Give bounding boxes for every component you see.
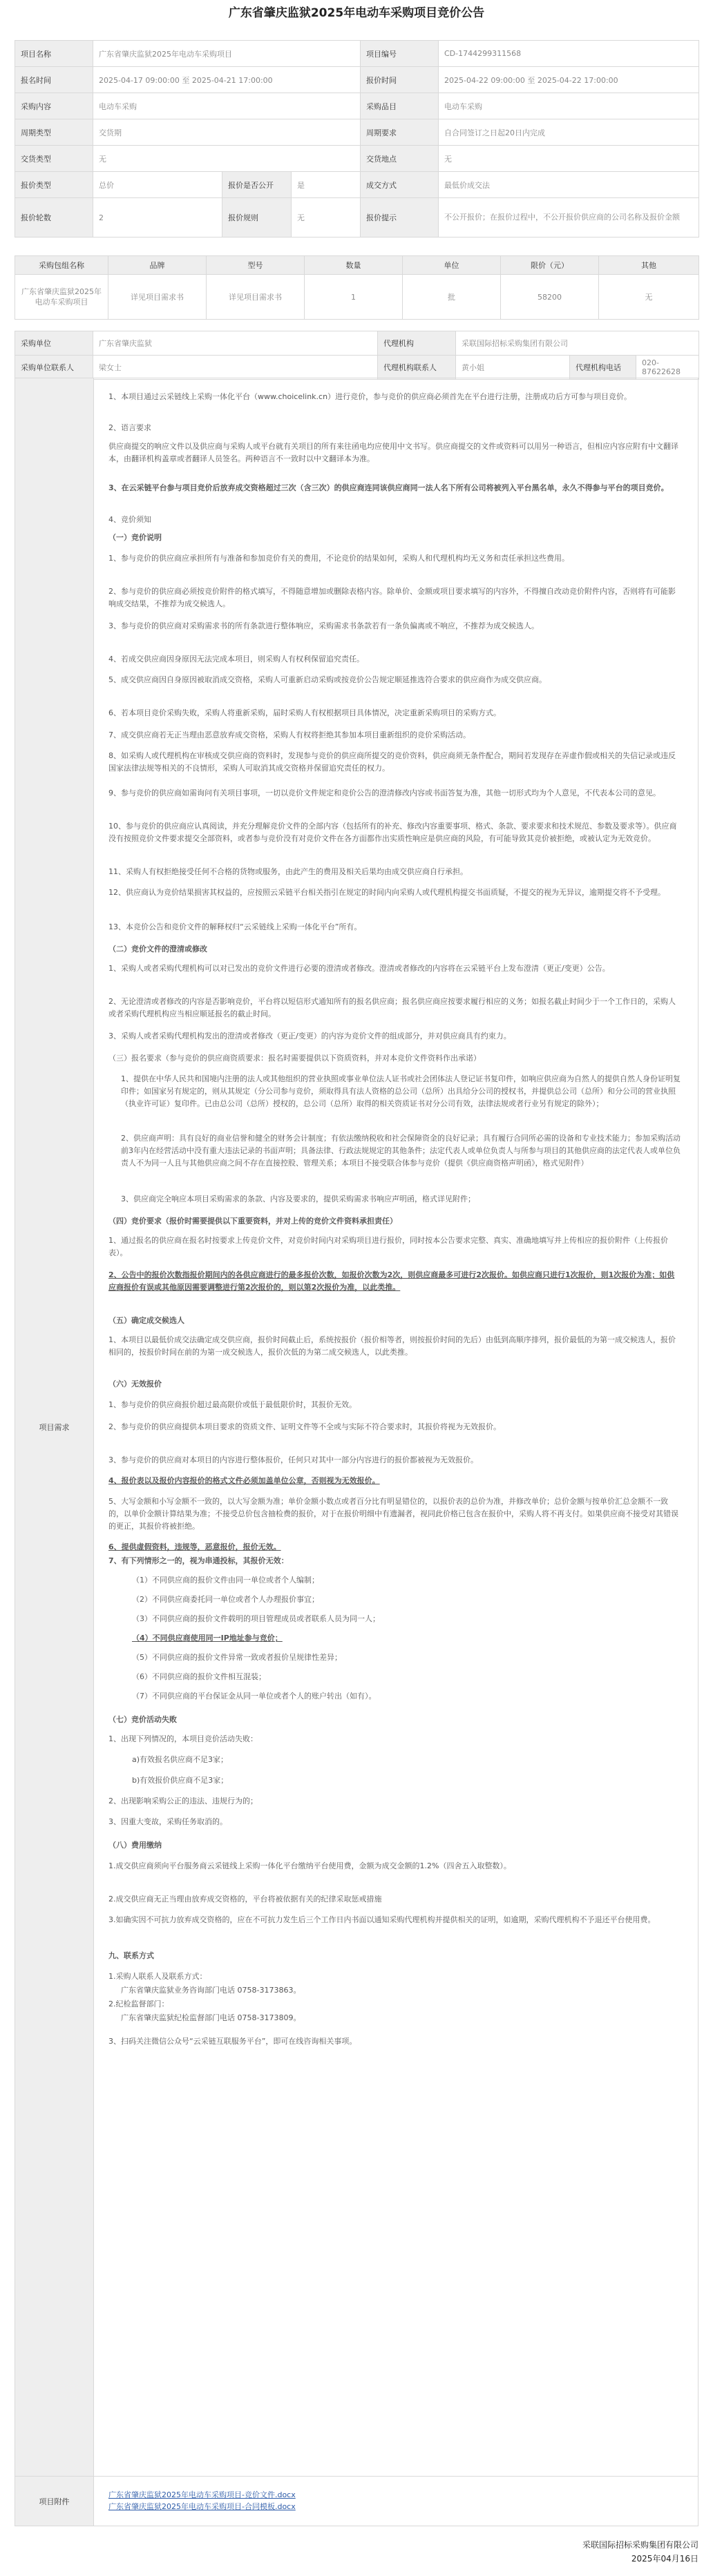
buyer-label: 采购单位 bbox=[15, 331, 93, 356]
items-header-cell: 品牌 bbox=[108, 256, 207, 275]
list-item: （6）不同供应商的报价文件相互混装； bbox=[132, 1672, 266, 1681]
round-bid: 无 bbox=[292, 198, 361, 238]
attachments-label: 项目附件 bbox=[15, 2477, 94, 2526]
buyer-contact-label: 采购单位联系人 bbox=[15, 356, 93, 380]
req-paragraph: 2、参与竞价的供应商必须按竞价附件的格式填写，不得随意增加或删除表格内容。除单价、金额或项目要求填写的内容外，不得擅自改动竞价附件内容，否则将有可能影响成交结果，不推荐为成交候选人。 bbox=[108, 587, 676, 608]
attachment-link-bid-doc[interactable]: 广东省肇庆监狱2025年电动车采购项目-竞价文件.docx bbox=[108, 2490, 296, 2499]
delivery: 无 bbox=[93, 146, 361, 172]
req-paragraph: 3、参与竞价的供应商对采购需求书的所有条款进行整体响应，采购需求书条款若有一条负偏离或不响应，不推荐为成交候选人。 bbox=[108, 621, 539, 630]
bid-time: 2025-04-22 09:00:00 至 2025-04-22 17:00:00 bbox=[439, 67, 699, 93]
req-paragraph: 1.成交供应商须向平台服务商云采链线上采购一体化平台缴纳平台使用费，金额为成交金额的1.2%（四舍五入取整数）。 bbox=[108, 1861, 511, 1870]
footer bbox=[582, 2538, 698, 2566]
list-item: （1）不同供应商的报价文件由同一单位或者个人编制； bbox=[132, 1576, 319, 1585]
req-paragraph: 2、无论澄清或者修改的内容是否影响竞价，平台将以短信形式通知所有的报名供应商；报名供应商应按要求履行相应的义务；如报名截止时间少于一个工作日的，采购人或者采购代理机构应当相应顺延报名的截止时间。 bbox=[108, 997, 676, 1018]
period-label: 周期要求 bbox=[361, 119, 439, 146]
req-paragraph: 2、出现影响采购公正的违法、违规行为的； bbox=[108, 1797, 258, 1805]
req-paragraph: 3、在云采链平台参与项目竞价后放弃成交资格超过三次（含三次）的供应商连同该供应商同一法人名下所有公司将被列入平台黑名单，永久不得参与平台的项目竞价。 bbox=[108, 483, 669, 492]
tip: 不公开报价；在报价过程中，不公开报价供应商的公司名称及报价金额 bbox=[439, 198, 699, 238]
req-paragraph: 1、本项目通过云采链线上采购一体化平台（www.choicelink.cn）进行竞价，参与竞价的供应商必须首先在平台进行注册，注册成功后方可参与项目竞价。 bbox=[108, 392, 632, 401]
section-heading: （一）竞价说明 bbox=[108, 533, 162, 542]
req-paragraph: 6、若本项目竞价采购失败，采购人将重新采购，届时采购人有权根据项目具体情况，决定重新采购项目的采购方式。 bbox=[108, 708, 501, 717]
deal-label: 成交方式 bbox=[361, 172, 439, 198]
req-paragraph: 11、采购人有权拒绝接受任何不合格的货物或服务，由此产生的费用及相关后果均由成交供应商自行承担。 bbox=[108, 867, 468, 876]
project-no-label: 项目编号 bbox=[361, 41, 439, 67]
signup-time-label: 报名时间 bbox=[15, 67, 93, 93]
bid-type: 总价 bbox=[93, 172, 222, 198]
req-paragraph: 2、公告中的报价次数指报价期间内的各供应商进行的最多报价次数，如报价次数为2次，则供应商最多可进行2次报价。如供应商只进行1次报价，则1次报价为准；如供应商报价有误或其他原因需要调整进行第2次报价的，则以第2次报价为准，以此类推。 bbox=[108, 1270, 675, 1292]
req-paragraph: 10、参与竞价的供应商应认真阅读，并充分理解竞价文件的全部内容（包括所有的补充、修改内容重要事项、格式、条款、要求要求和技术规范、参数及要求等）。供应商没有按照竞价文件要求提交全部资料，或者参与竞价没有对竞价文件在各方面都作出实质性响应是供应商的风险，有可能导致其竞价被拒绝，或被认定为无效竞价。 bbox=[108, 822, 677, 843]
req-paragraph: 3、参与竞价的供应商对本项目的内容进行整体报价，任何只对其中一部分内容进行的报价都被视为无效报价。 bbox=[108, 1455, 478, 1464]
req-paragraph: 广东省肇庆监狱纪检监督部门电话 0758-3173809。 bbox=[121, 2013, 301, 2022]
rounds-label: 报价轮数 bbox=[15, 198, 93, 238]
req-paragraph: 5、成交供应商因自身原因被取消成交资格，采购人可重新启动采购或按竞价公告规定顺延推选符合要求的供应商作为成交供应商。 bbox=[108, 675, 546, 684]
section-heading: （八）费用缴纳 bbox=[108, 1841, 162, 1850]
agent: 采联国际招标采购集团有限公司 bbox=[456, 331, 699, 356]
project-name: 广东省肇庆监狱2025年电动车采购项目 bbox=[93, 41, 361, 67]
req-paragraph: 广东省肇庆监狱业务咨询部门电话 0758-3173863。 bbox=[121, 1986, 301, 1995]
project-info-table bbox=[15, 40, 699, 238]
req-paragraph: 4、竞价须知 bbox=[108, 515, 151, 524]
item-price: 58200 bbox=[501, 275, 599, 320]
project-no: CD-1744299311568 bbox=[439, 41, 699, 67]
period-type-label: 周期类型 bbox=[15, 119, 93, 146]
public: 是 bbox=[292, 172, 361, 198]
req-paragraph: 3、因重大变故，采购任务取消的。 bbox=[108, 1817, 227, 1826]
delivery-place: 无 bbox=[439, 146, 699, 172]
req-paragraph: 7、成交供应商若无正当理由恶意放弃成交资格，采购人有权将拒绝其参加本项目重新组织的竞价采购活动。 bbox=[108, 730, 470, 739]
items-header-cell: 其他 bbox=[599, 256, 699, 275]
section-heading: （五）确定成交候选人 bbox=[108, 1316, 184, 1325]
footer-date: 2025年04月16日 bbox=[631, 2554, 698, 2564]
section-heading: （六）无效报价 bbox=[108, 1379, 162, 1388]
attachments-section bbox=[15, 2477, 698, 2526]
purchase-type-label: 采购内容 bbox=[15, 93, 93, 119]
item-name: 广东省肇庆监狱2025年电动车采购项目 bbox=[15, 275, 108, 320]
items-header-cell: 采购包组名称 bbox=[15, 256, 108, 275]
req-paragraph: 1、采购人或者采购代理机构可以对已发出的竞价文件进行必要的澄清或者修改。澄清或者修改的内容将在云采链平台上发布澄清（更正/变更）公告。 bbox=[108, 964, 610, 973]
requirements-body bbox=[108, 378, 682, 2476]
item-brand: 详见项目需求书 bbox=[108, 275, 207, 320]
req-paragraph: 1、参与竞价的供应商应承担所有与准备和参加竞价有关的费用，不论竞价的结果如何，采购人和代理机构均无义务和责任承担这些费用。 bbox=[108, 554, 569, 563]
deal: 最低价成交法 bbox=[439, 172, 699, 198]
category-label: 采购品目 bbox=[361, 93, 439, 119]
req-paragraph: 3、扫码关注微信公众号“云采链互联服务平台”，即可在线咨询相关事项。 bbox=[108, 2037, 357, 2046]
table-row bbox=[15, 275, 699, 320]
rounds: 2 bbox=[93, 198, 222, 238]
delivery-label: 交货类型 bbox=[15, 146, 93, 172]
list-item: a)有效报名供应商不足3家； bbox=[132, 1755, 229, 1764]
agent-phone-label: 代理机构电话 bbox=[570, 356, 636, 380]
req-paragraph: 4、若成交供应商因身原因无法完成本项目，则采购人有权利保留追究责任。 bbox=[108, 655, 364, 664]
requirements-section bbox=[15, 378, 698, 2477]
footer-company: 采联国际招标采购集团有限公司 bbox=[582, 2540, 698, 2550]
req-paragraph: 4、报价表以及报价内容报价的格式文件必须加盖单位公章，否则视为无效报价。 bbox=[108, 1476, 380, 1485]
req-paragraph: 13、本竞价公告和竞价文件的解释权归“云采链线上采购一体化平台”所有。 bbox=[108, 922, 362, 931]
req-paragraph: 2、参与竞价的供应商提供本项目要求的资质文件、证明文件等不全或与实际不符合要求时，其报价将视为无效报价。 bbox=[108, 1422, 501, 1431]
agent-contact-label: 代理机构联系人 bbox=[378, 356, 456, 380]
list-item: （7）不同供应商的平台保证金从同一单位或者个人的账户转出（如有）。 bbox=[132, 1692, 377, 1701]
agent-phone: 020-87622628 bbox=[636, 356, 699, 380]
req-paragraph: 1、参与竞价的供应商报价超过最高限价或低于最低限价时，其报价无效。 bbox=[108, 1400, 356, 1409]
round-bid-label: 报价规则 bbox=[222, 198, 292, 238]
signup-time: 2025-04-17 09:00:00 至 2025-04-21 17:00:00 bbox=[93, 67, 361, 93]
list-item: （2）不同供应商委托同一单位或者个人办理报价事宜； bbox=[132, 1595, 319, 1604]
buyer: 广东省肇庆监狱 bbox=[93, 331, 378, 356]
item-model: 详见项目需求书 bbox=[207, 275, 305, 320]
req-paragraph: 2、语言要求 bbox=[108, 423, 151, 432]
tip-label: 报价提示 bbox=[361, 198, 439, 238]
attachment-link-contract[interactable]: 广东省肇庆监狱2025年电动车采购项目-合同模板.docx bbox=[108, 2502, 296, 2511]
agent-label: 代理机构 bbox=[378, 331, 456, 356]
agent-contact: 黄小姐 bbox=[456, 356, 570, 380]
requirements-label: 项目需求 bbox=[15, 378, 94, 2476]
item-other: 无 bbox=[599, 275, 699, 320]
public-label: 报价是否公开 bbox=[222, 172, 292, 198]
section-heading: （四）竞价要求（报价时需要提供以下重要资料，并对上传的竞价文件资料承担责任） bbox=[108, 1217, 397, 1226]
attachment-list bbox=[108, 2489, 296, 2512]
req-paragraph: 12、供应商认为竞价结果损害其权益的，应按照云采链平台相关指引在规定的时间内向采购人或代理机构提交书面质疑，不提交的视为无异议，逾期提交将不予受理。 bbox=[108, 888, 665, 897]
purchase-type: 电动车采购 bbox=[93, 93, 361, 119]
req-paragraph: 7、有下列情形之一的，视为串通投标，其报价无效： bbox=[108, 1556, 289, 1565]
req-paragraph: 1、出现下列情况的，本项目竞价活动失败： bbox=[108, 1734, 258, 1743]
items-header-cell: 数量 bbox=[305, 256, 403, 275]
page-title: 广东省肇庆监狱2025年电动车采购项目竞价公告 bbox=[228, 6, 485, 20]
items-header-cell: 单位 bbox=[403, 256, 501, 275]
org-table bbox=[15, 331, 699, 380]
bid-time-label: 报价时间 bbox=[361, 67, 439, 93]
req-paragraph: 1、本项目以最低价成交法确定成交供应商，报价时间截止后，系统按报价（报价相等者，则按报价时间的先后）由低到高顺序排列，报价最低的为第一成交候选人，报价相同的，按报价时间在前的为第一成交候选人，报价次低的为第二成交候选人，以此类推。 bbox=[108, 1335, 676, 1357]
buyer-contact: 梁女士 bbox=[93, 356, 378, 380]
items-header-cell: 型号 bbox=[207, 256, 305, 275]
list-item: （4）不同供应商使用同一IP地址参与竞价； bbox=[132, 1634, 283, 1643]
period-type: 交货期 bbox=[93, 119, 361, 146]
req-paragraph: 1.采购人联系人及联系方式： bbox=[108, 1972, 207, 1981]
req-paragraph: 2、供应商声明：具有良好的商业信誉和健全的财务会计制度；有依法缴纳税收和社会保障资金的良好记录；具有履行合同所必需的设备和专业技术能力；参加采购活动前3年内在经营活动中没有重大违法记录的书面声明；具备法律、行政法规规定的其他条件；法定代表人或单位负责人与所参与项目的其他供应商的法定代表人或单位负责人不为同一人且与其他供应商之间不存在直接控股、管理关系；本项目不接受联合体参与竞价（提供《供应商资格声明函》，格式见附件） bbox=[121, 1134, 681, 1168]
section-heading: （二）竞价文件的澄清或修改 bbox=[108, 945, 207, 953]
req-paragraph: 2.纪检监督部门： bbox=[108, 1999, 169, 2008]
req-paragraph: 3、采购人或者采购代理机构发出的澄清或者修改（更正/变更）的内容为竞价文件的组成部分，并对供应商具有约束力。 bbox=[108, 1032, 511, 1040]
bid-type-label: 报价类型 bbox=[15, 172, 93, 198]
req-paragraph: 6、提供虚假资料，违规等，恶意报价，报价无效。 bbox=[108, 1542, 281, 1551]
project-name-label: 项目名称 bbox=[15, 41, 93, 67]
items-table bbox=[15, 255, 699, 320]
item-qty: 1 bbox=[305, 275, 403, 320]
req-paragraph: 3、供应商完全响应本项目采购需求的条款、内容及要求的，提供采购需求书响应声明函，格式详见附件； bbox=[121, 1194, 475, 1203]
req-paragraph: 1、通过报名的供应商在报名时按要求上传竞价文件，对竞价时间内对采购项目进行报价，同时按本公告要求完整、真实、准确地填写并上传相应的报价附件（上传报价表）。 bbox=[108, 1236, 668, 1257]
section-heading: （七）竞价活动失败 bbox=[108, 1715, 177, 1724]
items-header-cell: 限价（元） bbox=[501, 256, 599, 275]
list-item: b)有效报价供应商不足3家； bbox=[132, 1776, 229, 1785]
period: 自合同签订之日起20日内完成 bbox=[439, 119, 699, 146]
req-paragraph: 2.成交供应商无正当理由放弃成交资格的，平台将被依据有关的纪律采取惩戒措施 bbox=[108, 1895, 382, 1904]
list-item: （5）不同供应商的报价文件异常一致或者报价呈规律性差异； bbox=[132, 1653, 342, 1662]
list-item: （3）不同供应商的报价文件载明的项目管理成员或者联系人员为同一人； bbox=[132, 1614, 380, 1623]
req-paragraph: 8、如采购人或代理机构在审核成交供应商的资料时，发现参与竞价的供应商所提交的竞价资料，供应商须无条件配合，期间若发现存在弄虚作假或相关的失信记录或违反国家法律法规等相关的不良情形，采购人可取消其成交资格并保留追究责任的权力。 bbox=[108, 751, 676, 773]
req-paragraph: 1、提供在中华人民共和国境内注册的法人或其他组织的营业执照或事业单位法人证书或社会团体法人登记证书复印件，如响应供应商为自然人的提供自然人身份证明复印件；如国家另有规定的，则从其规定（分公司参与竞价，须取得具有法人资格的总公司（总所）出具给分公司的授权书，并提供总公司（总所）和分公司的营业执照（执业许可证）复印件。已由总公司（总所）授权的，总公司（总所）取得的相关资质证书对分公司有效，法律法规或者行业另有规定的除外）； bbox=[121, 1074, 681, 1108]
category: 电动车采购 bbox=[439, 93, 699, 119]
req-paragraph: 5、大写金额和小写金额不一致的，以大写金额为准；单价金额小数点或者百分比有明显错位的，以报价表的总价为准，并修改单价；总价金额与按单价汇总金额不一致的，以单价金额计算结果为准；不接受总价包含抽检费的报价，对于在报价明细中有遗漏者，视同此价格已包含在报价中，采购人将不再支付。如果供应商不接受对其错误的更正，其报价将被拒绝。 bbox=[108, 1497, 678, 1531]
section-heading: 九、联系方式 bbox=[108, 1951, 154, 1960]
delivery-place-label: 交货地点 bbox=[361, 146, 439, 172]
item-unit: 批 bbox=[403, 275, 501, 320]
req-paragraph: 3.如确实因不可抗力放弃成交资格的，应在不可抗力发生后三个工作日内书面以通知采购代理机构并提供相关的证明，如逾期，采购代理机构不予退还平台使用费。 bbox=[108, 1915, 656, 1924]
req-paragraph: 9、参与竞价的供应商如需询问有关项目事项，一切以竞价文件规定和竞价公告的澄清修改内容或书面答复为准，其他一切形式均为个人意见，不代表本公司的意见。 bbox=[108, 788, 660, 797]
section-heading: （三）报名要求（参与竞价的供应商资质要求：报名时需要提供以下资质资料，并对本竞价文件资料作出承诺） bbox=[108, 1054, 481, 1063]
req-paragraph: 供应商提交的响应文件以及供应商与采购人或平台就有关项目的所有来往函电均应使用中文书写。供应商提交的文件或资料可以用另一种语言，但相应内容应附有中文翻译本，由翻译机构盖章或者翻译人员签名。两种语言不一致时以中文翻译本为准。 bbox=[108, 442, 678, 463]
